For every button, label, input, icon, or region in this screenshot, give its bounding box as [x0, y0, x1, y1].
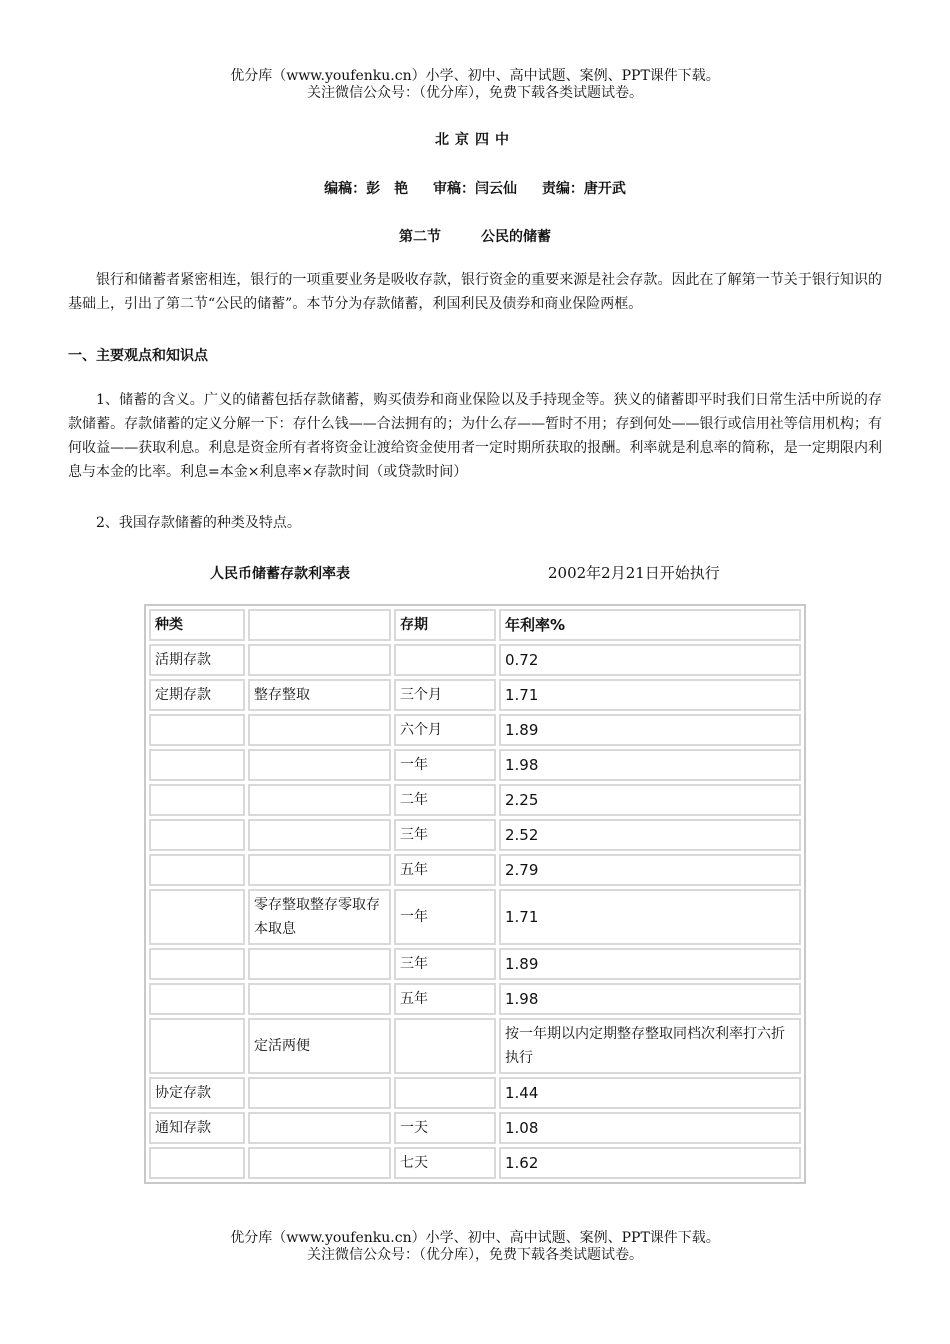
cell-term: 一年	[394, 889, 496, 945]
school-name: 北京四中	[435, 132, 515, 148]
interest-rate-table	[144, 604, 806, 1184]
page-footer	[0, 1230, 950, 1264]
table-row	[149, 948, 801, 980]
table-row	[149, 1112, 801, 1144]
cell-term: 三年	[394, 948, 496, 980]
cell-type	[149, 749, 245, 781]
editor-credit: 编稿：彭 艳	[324, 181, 409, 197]
section-heading: 一、主要观点和知识点	[68, 348, 208, 364]
table-row	[149, 679, 801, 711]
cell-subtype: 整存整取	[248, 679, 391, 711]
cell-type	[149, 983, 245, 1015]
point-1-paragraph: 1、储蓄的含义。广义的储蓄包括存款储蓄，购买债券和商业保险以及手持现金等。狭义的储蓄即平时我们日常生活中所说的存款储蓄。存款储蓄的定义分解一下：存什么钱——合法拥有的；为什么存——暂时不用；存到何处——银行或信用社等信用机构；有何收益——获取利息。利息是资金所有者将资金让渡给资金使用者一定时期所获取的报酬。利率就是利息率的简称，是一定期限内利息与本金的比率。利息=本金×利息率×存款时间（或贷款时间）	[68, 392, 882, 480]
table-row	[149, 714, 801, 746]
cell-subtype	[248, 714, 391, 746]
cell-type: 定期存款	[149, 679, 245, 711]
footer-line-1: 优分库（www.youfenku.cn）小学、初中、高中试题、案例、PPT课件下载。	[230, 1230, 720, 1246]
table-row	[149, 854, 801, 886]
cell-subtype	[248, 784, 391, 816]
cell-type	[149, 948, 245, 980]
cell-rate: 1.62	[499, 1147, 801, 1179]
cell-type: 协定存款	[149, 1077, 245, 1109]
table-row	[149, 983, 801, 1015]
cell-rate: 1.44	[499, 1077, 801, 1109]
cell-type	[149, 1018, 245, 1074]
cell-term: 六个月	[394, 714, 496, 746]
table-row	[149, 784, 801, 816]
section-name: 公民的储蓄	[481, 229, 551, 245]
cell-rate: 1.98	[499, 749, 801, 781]
cell-subtype	[248, 854, 391, 886]
cell-term: 五年	[394, 983, 496, 1015]
table-header-row	[149, 609, 801, 641]
cell-type: 活期存款	[149, 644, 245, 676]
responsible-editor-credit: 责编：唐开武	[541, 181, 626, 197]
header-line-2: 关注微信公众号：（优分库），免费下载各类试题试卷。	[307, 85, 643, 101]
table-row	[149, 889, 801, 945]
credits-line	[0, 178, 950, 198]
cell-term: 二年	[394, 784, 496, 816]
section-number: 第二节	[399, 229, 441, 245]
cell-term: 一年	[394, 749, 496, 781]
table-row	[149, 1147, 801, 1179]
header-cell-rate: 年利率%	[499, 609, 801, 641]
cell-subtype	[248, 1147, 391, 1179]
header-cell-type: 种类	[149, 609, 245, 641]
cell-rate: 2.79	[499, 854, 801, 886]
cell-subtype: 定活两便	[248, 1018, 391, 1074]
cell-term: 五年	[394, 854, 496, 886]
cell-type	[149, 819, 245, 851]
reviewer-credit: 审稿：闫云仙	[433, 181, 517, 197]
table-row	[149, 819, 801, 851]
cell-subtype	[248, 819, 391, 851]
cell-term	[394, 1077, 496, 1109]
cell-term: 三个月	[394, 679, 496, 711]
table-row	[149, 749, 801, 781]
cell-subtype	[248, 983, 391, 1015]
cell-type	[149, 714, 245, 746]
cell-term	[394, 1018, 496, 1074]
cell-term	[394, 644, 496, 676]
cell-rate: 2.25	[499, 784, 801, 816]
table-title: 人民币储蓄存款利率表	[210, 566, 350, 582]
header-cell-subtype	[248, 609, 391, 641]
cell-type	[149, 889, 245, 945]
cell-rate: 1.89	[499, 714, 801, 746]
cell-subtype: 零存整取整存零取存本取息	[248, 889, 391, 945]
cell-type	[149, 1147, 245, 1179]
cell-type	[149, 854, 245, 886]
table-row	[149, 644, 801, 676]
cell-rate: 1.89	[499, 948, 801, 980]
point-2-paragraph: 2、我国存款储蓄的种类及特点。	[96, 515, 301, 531]
cell-rate: 1.98	[499, 983, 801, 1015]
cell-rate: 1.71	[499, 679, 801, 711]
cell-type	[149, 784, 245, 816]
footer-line-2: 关注微信公众号：（优分库），免费下载各类试题试卷。	[307, 1247, 643, 1263]
section-title	[0, 226, 950, 246]
cell-rate: 0.72	[499, 644, 801, 676]
cell-rate: 1.08	[499, 1112, 801, 1144]
cell-rate: 2.52	[499, 819, 801, 851]
cell-rate: 按一年期以内定期整存整取同档次利率打六折执行	[499, 1018, 801, 1074]
table-effective-date: 2002年2月21日开始执行	[548, 564, 720, 582]
cell-subtype	[248, 1112, 391, 1144]
cell-subtype	[248, 749, 391, 781]
intro-paragraph: 银行和储蓄者紧密相连，银行的一项重要业务是吸收存款，银行资金的重要来源是社会存款。因此在了解第一节关于银行知识的基础上，引出了第二节“公民的储蓄”。本节分为存款储蓄，利国利民及债券和商业保险两框。	[68, 272, 882, 312]
cell-term: 三年	[394, 819, 496, 851]
cell-term: 一天	[394, 1112, 496, 1144]
table-row	[149, 1077, 801, 1109]
cell-subtype	[248, 1077, 391, 1109]
page-header	[0, 68, 950, 102]
table-row	[149, 1018, 801, 1074]
cell-subtype	[248, 644, 391, 676]
header-line-1: 优分库（www.youfenku.cn）小学、初中、高中试题、案例、PPT课件下载。	[230, 68, 720, 84]
header-cell-term: 存期	[394, 609, 496, 641]
cell-subtype	[248, 948, 391, 980]
cell-type: 通知存款	[149, 1112, 245, 1144]
cell-rate: 1.71	[499, 889, 801, 945]
cell-term: 七天	[394, 1147, 496, 1179]
